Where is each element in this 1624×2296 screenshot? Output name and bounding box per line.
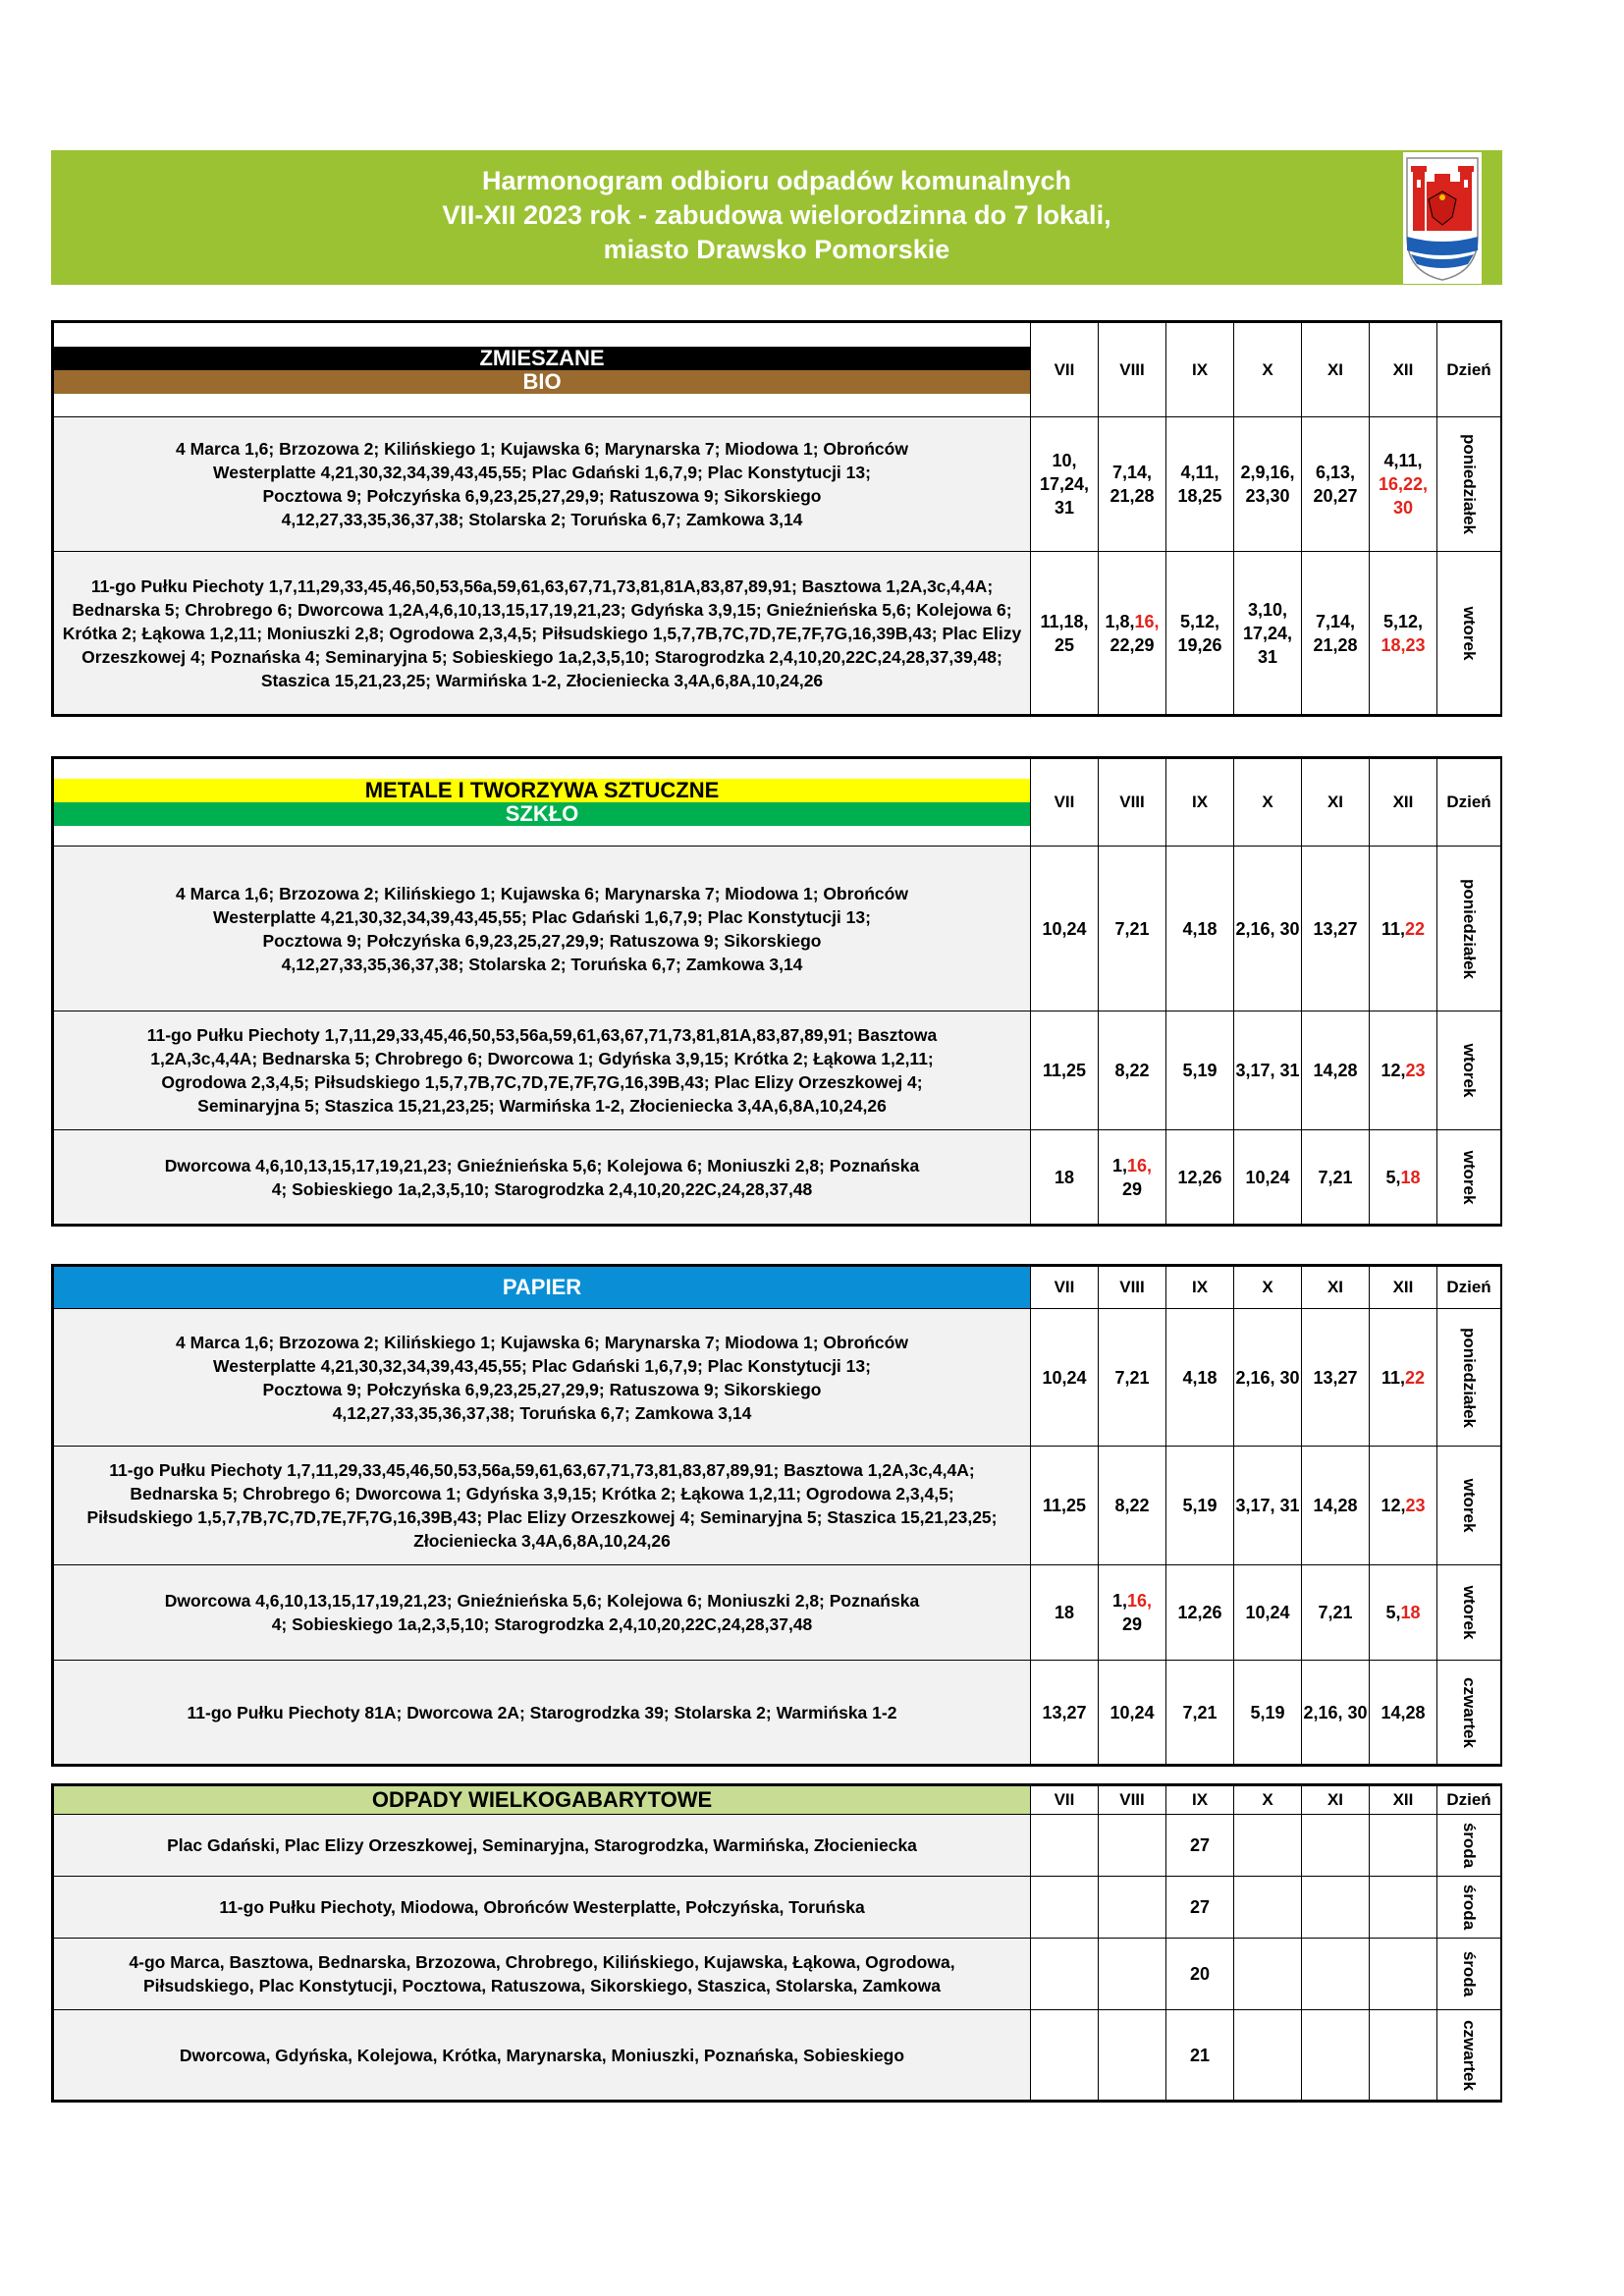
month-header-viii: VIII — [1099, 323, 1166, 417]
schedule-table-zmieszane — [53, 322, 1501, 715]
address-cell: 11-go Pułku Piechoty 81A; Dworcowa 2A; Starogrodzka 39; Stolarska 2; Warmińska 1-2 — [54, 1661, 1031, 1765]
date-cell: 14,28 — [1302, 1447, 1370, 1565]
month-header-xii: XII — [1370, 759, 1437, 847]
month-header-vii: VII — [1031, 323, 1099, 417]
date-cell — [1302, 2010, 1370, 2101]
weekday-label: wtorek — [1460, 1585, 1479, 1640]
date-text: 11, — [1380, 1367, 1405, 1388]
date-cell — [1031, 2010, 1099, 2101]
date-cell — [1370, 552, 1437, 715]
address-cell: 11-go Pułku Piechoty 1,7,11,29,33,45,46,50,53,56a,59,61,63,67,71,73,81,81A,83,87,89,91; Basztowa 1,2A,3c,4,4A; Bednarska 5; Chrobrego 6; Dworcowa 1,2A,4,6,10,13,15,17,19,21,23; Gdyńska 3,9,15; Gnieźnieńska 5,6; Kolejowa 6; Krótka 2; Łąkowa 1,2,11; Moniuszki 2,8; Ogrodowa 2,3,4,5; Piłsudskiego 1,5,7,7B,7C,7D,7E,7F,7G,16,39B,43; Plac Elizy Orzeszkowej 4; Poznańska 4; Seminaryjna 5; Sobieskiego 1a,2,3,5,10; Starogrodzka 2,4,10,20,22C,24,28,37,39,48; Staszica 15,21,23,25; Warmińska 1-2, Złocieniecka 3,4A,6,8A,10,24,26 — [54, 552, 1031, 715]
month-header-ix: IX — [1166, 1786, 1234, 1815]
day-header: Dzień — [1437, 1267, 1501, 1309]
date-cell: 8,22 — [1099, 1447, 1166, 1565]
category-zmieszane: ZMIESZANE — [54, 347, 1030, 370]
table-row — [54, 1309, 1501, 1447]
month-header-xii: XII — [1370, 1267, 1437, 1309]
weekday-cell — [1437, 1309, 1501, 1447]
table-row — [54, 1661, 1501, 1765]
date-cell: 21 — [1166, 2010, 1234, 2101]
date-cell: 7,21 — [1302, 1565, 1370, 1661]
date-cell: 2,16, 30 — [1302, 1661, 1370, 1765]
date-text: 12, — [1380, 1496, 1406, 1515]
weekday-label: środa — [1460, 1884, 1479, 1931]
month-header-xi: XI — [1302, 1786, 1370, 1815]
date-cell: 7,21 — [1166, 1661, 1234, 1765]
date-cell: 27 — [1166, 1815, 1234, 1877]
date-cell — [1099, 1939, 1166, 2010]
date-cell: 4,18 — [1166, 847, 1234, 1011]
date-cell: 4,11, 18,25 — [1166, 417, 1234, 552]
address-cell: 4-go Marca, Basztowa, Bednarska, Brzozowa, Chrobrego, Kilińskiego, Kujawska, Łąkowa, Ogrodowa, Piłsudskiego, Plac Konstytucji, Pocztowa, Ratuszowa, Sikorskiego, Staszica, Stolarska, Zamkowa — [54, 1939, 1031, 2010]
table-row — [54, 1130, 1501, 1225]
month-header-xi: XI — [1302, 1267, 1370, 1309]
address-cell: 4 Marca 1,6; Brzozowa 2; Kilińskiego 1; Kujawska 6; Marynarska 7; Miodowa 1; Obrońców Westerplatte 4,21,30,32,34,39,43,45,55; Plac Gdański 1,6,7,9; Plac Konstytucji 13; Pocztowa 9; Połczyńska 6,9,23,25,27,29,9; Ratuszowa 9; Sikorskiego 4,12,27,33,35,36,37,38; Stolarska 2; Toruńska 6,7; Zamkowa 3,14 — [54, 847, 1031, 1011]
month-header-xi: XI — [1302, 759, 1370, 847]
date-text: 1, — [1111, 1155, 1127, 1175]
date-text: 29 — [1121, 1614, 1143, 1634]
table-row — [54, 1011, 1501, 1130]
weekday-label: wtorek — [1460, 1478, 1479, 1533]
date-cell: 18 — [1031, 1565, 1099, 1661]
date-cell — [1370, 1447, 1437, 1565]
date-cell — [1234, 1939, 1302, 2010]
date-cell — [1031, 1939, 1099, 2010]
address-cell: Dworcowa 4,6,10,13,15,17,19,21,23; Gnieźnieńska 5,6; Kolejowa 6; Moniuszki 2,8; Poznańska 4; Sobieskiego 1a,2,3,5,10; Starogrodzka 2,4,10,20,22C,24,28,37,48 — [54, 1130, 1031, 1225]
weekday-cell — [1437, 847, 1501, 1011]
date-text: 11, — [1380, 918, 1405, 939]
date-cell: 11,25 — [1031, 1447, 1099, 1565]
weekday-cell — [1437, 1661, 1501, 1765]
highlight-date: 16, — [1134, 611, 1160, 631]
weekday-cell — [1437, 1011, 1501, 1130]
date-cell: 4,18 — [1166, 1309, 1234, 1447]
weekday-label: środa — [1460, 1822, 1479, 1869]
date-cell: 7,21 — [1099, 847, 1166, 1011]
weekday-label: wtorek — [1460, 606, 1479, 660]
date-cell — [1370, 1877, 1437, 1939]
date-cell: 14,28 — [1370, 1661, 1437, 1765]
weekday-cell — [1437, 1130, 1501, 1225]
date-cell: 12,26 — [1166, 1565, 1234, 1661]
date-cell — [1302, 1939, 1370, 2010]
highlight-date: 18,23 — [1380, 634, 1426, 655]
category-bio: BIO — [54, 370, 1030, 394]
address-cell: Dworcowa, Gdyńska, Kolejowa, Krótka, Marynarska, Moniuszki, Poznańska, Sobieskiego — [54, 2010, 1031, 2101]
date-cell: 10,24 — [1099, 1661, 1166, 1765]
date-cell — [1099, 1565, 1166, 1661]
month-header-viii: VIII — [1099, 1786, 1166, 1815]
weekday-cell — [1437, 1939, 1501, 2010]
date-cell: 13,27 — [1031, 1661, 1099, 1765]
month-header-ix: IX — [1166, 323, 1234, 417]
category-header — [54, 759, 1031, 847]
date-cell: 10, 17,24, 31 — [1031, 417, 1099, 552]
weekday-label: wtorek — [1460, 1043, 1479, 1098]
date-text: 1, — [1111, 1591, 1127, 1611]
month-header-x: X — [1234, 1786, 1302, 1815]
date-cell: 27 — [1166, 1877, 1234, 1939]
date-text: 1,8, — [1105, 611, 1135, 631]
date-cell: 12,26 — [1166, 1130, 1234, 1225]
date-cell: 8,22 — [1099, 1011, 1166, 1130]
table-row — [54, 1815, 1501, 1877]
table-row — [54, 2010, 1501, 2101]
table-row — [54, 1877, 1501, 1939]
address-cell: 11-go Pułku Piechoty 1,7,11,29,33,45,46,50,53,56a,59,61,63,67,71,73,81,81A,83,87,89,91; Basztowa 1,2A,3c,4,4A; Bednarska 5; Chrobrego 6; Dworcowa 1; Gdyńska 3,9,15; Krótka 2; Łąkowa 1,2,11; Ogrodowa 2,3,4,5; Piłsudskiego 1,5,7,7B,7C,7D,7E,7F,7G,16,39B,43; Plac Elizy Orzeszkowej 4; Seminaryjna 5; Staszica 15,21,23,25; Warmińska 1-2, Złocieniecka 3,4A,6,8A,10,24,26 — [54, 1011, 1031, 1130]
weekday-cell — [1437, 1877, 1501, 1939]
date-cell — [1302, 1815, 1370, 1877]
address-cell: 4 Marca 1,6; Brzozowa 2; Kilińskiego 1; Kujawska 6; Marynarska 7; Miodowa 1; Obrońców Westerplatte 4,21,30,32,34,39,43,45,55; Plac Gdański 1,6,7,9; Plac Konstytucji 13; Pocztowa 9; Połczyńska 6,9,23,25,27,29,9; Ratuszowa 9; Sikorskiego 4,12,27,33,35,36,37,38; Toruńska 6,7; Zamkowa 3,14 — [54, 1309, 1031, 1447]
day-header: Dzień — [1437, 759, 1501, 847]
table-row — [54, 847, 1501, 1011]
weekday-label: poniedziałek — [1460, 433, 1479, 535]
date-cell — [1099, 1877, 1166, 1939]
date-cell: 10,24 — [1031, 847, 1099, 1011]
table-row — [54, 1565, 1501, 1661]
month-header-x: X — [1234, 1267, 1302, 1309]
date-cell: 6,13, 20,27 — [1302, 417, 1370, 552]
table-row — [54, 417, 1501, 552]
month-header-xii: XII — [1370, 323, 1437, 417]
month-header-ix: IX — [1166, 759, 1234, 847]
date-cell: 10,24 — [1031, 1309, 1099, 1447]
highlight-date: 23 — [1405, 1061, 1426, 1080]
date-text: 5, — [1385, 1603, 1401, 1622]
date-cell — [1234, 1815, 1302, 1877]
date-cell: 13,27 — [1302, 1309, 1370, 1447]
weekday-label: poniedziałek — [1460, 878, 1479, 979]
month-header-x: X — [1234, 759, 1302, 847]
weekday-cell — [1437, 1815, 1501, 1877]
date-cell: 14,28 — [1302, 1011, 1370, 1130]
date-cell — [1370, 417, 1437, 552]
day-header: Dzień — [1437, 323, 1501, 417]
category-szklo: SZKŁO — [54, 802, 1030, 826]
schedule-table-papier — [53, 1266, 1501, 1765]
date-cell — [1031, 1877, 1099, 1939]
weekday-label: wtorek — [1460, 1150, 1479, 1204]
date-cell — [1370, 1565, 1437, 1661]
date-cell: 3,17, 31 — [1234, 1447, 1302, 1565]
section-wielkogabarytowe — [51, 1783, 1502, 2103]
date-cell: 5,19 — [1166, 1447, 1234, 1565]
page-title — [51, 164, 1502, 267]
date-cell — [1099, 552, 1166, 715]
date-cell — [1370, 1011, 1437, 1130]
date-text: 12, — [1380, 1061, 1406, 1080]
schedule-table-metale — [53, 758, 1501, 1225]
date-cell — [1370, 1130, 1437, 1225]
weekday-cell — [1437, 552, 1501, 715]
category-header — [54, 323, 1031, 417]
date-cell — [1234, 2010, 1302, 2101]
date-cell: 3,17, 31 — [1234, 1011, 1302, 1130]
highlight-date: 16, — [1126, 1155, 1153, 1175]
header-banner — [51, 150, 1502, 285]
date-text: 22,29 — [1110, 634, 1155, 655]
table-row — [54, 1939, 1501, 2010]
coat-of-arms-icon — [1403, 152, 1482, 284]
date-cell — [1234, 1877, 1302, 1939]
category-wielkogabarytowe: ODPADY WIELKOGABARYTOWE — [54, 1786, 1031, 1815]
date-text: 29 — [1121, 1178, 1143, 1199]
date-cell: 11,25 — [1031, 1011, 1099, 1130]
highlight-date: 16, — [1126, 1591, 1153, 1611]
date-cell: 10,24 — [1234, 1130, 1302, 1225]
title-line-3: miasto Drawsko Pomorskie — [603, 235, 950, 264]
month-header-vii: VII — [1031, 759, 1099, 847]
date-text: 5, — [1385, 1167, 1401, 1187]
table-row — [54, 552, 1501, 715]
date-cell: 7,14, 21,28 — [1302, 552, 1370, 715]
date-cell: 11,18, 25 — [1031, 552, 1099, 715]
date-cell — [1370, 847, 1437, 1011]
weekday-cell — [1437, 417, 1501, 552]
date-text: 4,11, — [1383, 451, 1423, 470]
address-cell: 11-go Pułku Piechoty 1,7,11,29,33,45,46,50,53,56a,59,61,63,67,71,73,81,83,87,89,91; Basztowa 1,2A,3c,4,4A; Bednarska 5; Chrobrego 6; Dworcowa 1; Gdyńska 3,9,15; Krótka 2; Łąkowa 1,2,11; Ogrodowa 2,3,4,5; Piłsudskiego 1,5,7,7B,7C,7D,7E,7F,7G,16,39B,43; Plac Elizy Orzeszkowej 4; Seminaryjna 5; Staszica 15,21,23,25; Złocieniecka 3,4A,6,8A,10,24,26 — [54, 1447, 1031, 1565]
highlight-date: 22 — [1405, 918, 1426, 939]
date-cell: 2,16, 30 — [1234, 847, 1302, 1011]
schedule-table-wielkogabarytowe — [53, 1785, 1501, 2101]
date-cell: 13,27 — [1302, 847, 1370, 1011]
address-cell: Plac Gdański, Plac Elizy Orzeszkowej, Seminaryjna, Starogrodzka, Warmińska, Złocieniecka — [54, 1815, 1031, 1877]
month-header-ix: IX — [1166, 1267, 1234, 1309]
weekday-label: poniedziałek — [1460, 1327, 1479, 1428]
table-row — [54, 1447, 1501, 1565]
date-cell: 3,10, 17,24, 31 — [1234, 552, 1302, 715]
date-cell: 2,9,16, 23,30 — [1234, 417, 1302, 552]
highlight-date: 23 — [1405, 1496, 1426, 1515]
highlight-date: 18 — [1400, 1603, 1421, 1622]
date-cell: 5,19 — [1234, 1661, 1302, 1765]
date-cell — [1370, 1815, 1437, 1877]
month-header-vii: VII — [1031, 1267, 1099, 1309]
month-header-viii: VIII — [1099, 759, 1166, 847]
weekday-label: czwartek — [1460, 1676, 1479, 1748]
month-header-xi: XI — [1302, 323, 1370, 417]
day-header: Dzień — [1437, 1786, 1501, 1815]
date-cell: 5,12, 19,26 — [1166, 552, 1234, 715]
month-header-xii: XII — [1370, 1786, 1437, 1815]
highlight-date: 16,22, 30 — [1378, 474, 1429, 518]
weekday-cell — [1437, 2010, 1501, 2101]
date-cell: 10,24 — [1234, 1565, 1302, 1661]
date-cell — [1099, 1130, 1166, 1225]
date-cell: 7,21 — [1099, 1309, 1166, 1447]
title-line-1: Harmonogram odbioru odpadów komunalnych — [481, 166, 1072, 195]
date-cell — [1099, 2010, 1166, 2101]
date-cell: 2,16, 30 — [1234, 1309, 1302, 1447]
section-zmieszane-bio — [51, 320, 1502, 717]
highlight-date: 18 — [1400, 1167, 1421, 1187]
date-cell — [1302, 1877, 1370, 1939]
date-cell: 18 — [1031, 1130, 1099, 1225]
date-cell — [1370, 1939, 1437, 2010]
category-papier: PAPIER — [54, 1267, 1031, 1309]
date-cell — [1370, 2010, 1437, 2101]
date-cell: 7,14, 21,28 — [1099, 417, 1166, 552]
section-metale-szklo — [51, 756, 1502, 1227]
category-metale: METALE I TWORZYWA SZTUCZNE — [54, 779, 1030, 802]
address-cell: Dworcowa 4,6,10,13,15,17,19,21,23; Gnieźnieńska 5,6; Kolejowa 6; Moniuszki 2,8; Poznańska 4; Sobieskiego 1a,2,3,5,10; Starogrodzka 2,4,10,20,22C,24,28,37,48 — [54, 1565, 1031, 1661]
date-cell — [1370, 1309, 1437, 1447]
weekday-label: środa — [1460, 1950, 1479, 1997]
highlight-date: 22 — [1405, 1367, 1426, 1388]
date-cell: 7,21 — [1302, 1130, 1370, 1225]
address-cell: 11-go Pułku Piechoty, Miodowa, Obrońców Westerplatte, Połczyńska, Toruńska — [54, 1877, 1031, 1939]
month-header-vii: VII — [1031, 1786, 1099, 1815]
section-papier — [51, 1264, 1502, 1767]
month-header-x: X — [1234, 323, 1302, 417]
address-cell: 4 Marca 1,6; Brzozowa 2; Kilińskiego 1; Kujawska 6; Marynarska 7; Miodowa 1; Obrońców Westerplatte 4,21,30,32,34,39,43,45,55; Plac Gdański 1,6,7,9; Plac Konstytucji 13; Pocztowa 9; Połczyńska 6,9,23,25,27,29,9; Ratuszowa 9; Sikorskiego 4,12,27,33,35,36,37,38; Stolarska 2; Toruńska 6,7; Zamkowa 3,14 — [54, 417, 1031, 552]
title-line-2: VII-XII 2023 rok - zabudowa wielorodzinna do 7 lokali, — [442, 200, 1111, 230]
weekday-label: czwartek — [1460, 2019, 1479, 2091]
weekday-cell — [1437, 1565, 1501, 1661]
month-header-viii: VIII — [1099, 1267, 1166, 1309]
date-cell — [1099, 1815, 1166, 1877]
date-cell: 20 — [1166, 1939, 1234, 2010]
date-text: 5,12, — [1382, 611, 1424, 631]
date-cell — [1031, 1815, 1099, 1877]
weekday-cell — [1437, 1447, 1501, 1565]
date-cell: 5,19 — [1166, 1011, 1234, 1130]
